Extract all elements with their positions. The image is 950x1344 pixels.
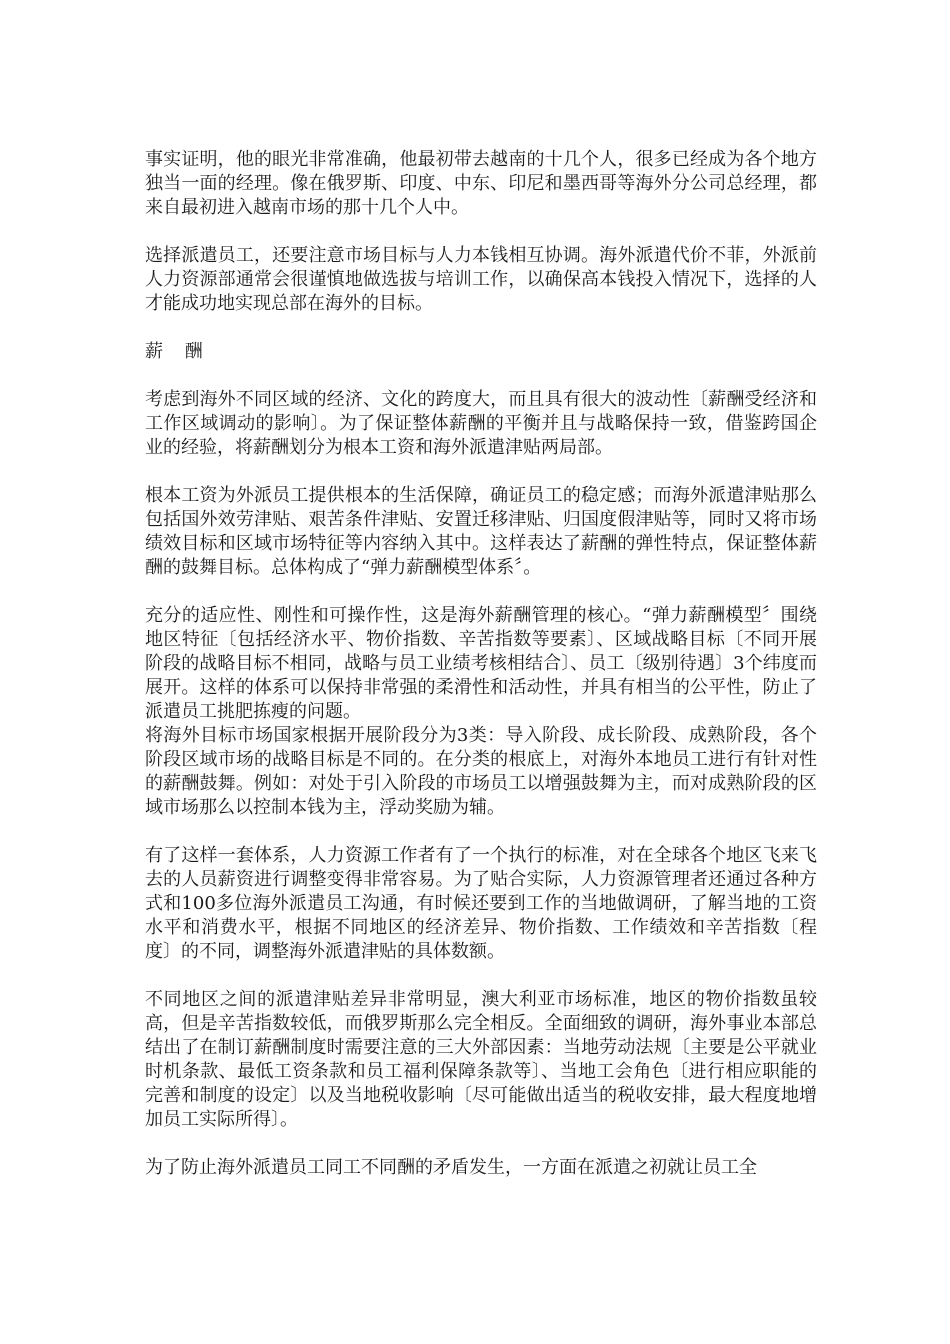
paragraph-4: 根本工资为外派员工提供根本的生活保障，确证员工的稳定感；而海外派遣津贴那么包括国外效劳津贴、艰苦条件津贴、安置迁移津贴、归国度假津贴等，同时又将市场绩效目标和区域市场特征等内容纳入其中。这样表达了薪酬的弹性特点，保证整体薪酬的鼓舞目标。总体构成了“弹力薪酬模型体系〞。 (145, 485, 817, 578)
paragraph-7: 有了这样一套体系，人力资源工作者有了一个执行的标准，对在全球各个地区飞来飞去的人员薪资进行调整变得非常容易。为了贴合实际，人力资源管理者还通过各种方式和100多位海外派遣员工沟通，有时候还要到工作的当地做调研，了解当地的工资水平和消费水平，根据不同地区的经济差异、物价指数、工作绩效和辛苦指数〔程度〕的不同，调整海外派遣津贴的具体数额。 (145, 845, 817, 962)
section-heading-salary: 薪 酬 (145, 341, 211, 362)
paragraph-9: 为了防止海外派遣员工同工不同酬的矛盾发生，一方面在派遣之初就让员工全 (145, 1157, 757, 1178)
paragraph-8: 不同地区之间的派遣津贴差异非常明显，澳大利亚市场标准，地区的物价指数虽较高，但是辛苦指数较低，而俄罗斯那么完全相反。全面细致的调研，海外事业本部总结出了在制订薪酬制度时需要注意的三大外部因素：当地劳动法规〔主要是公平就业时机条款、最低工资条款和员工福利保障条款等〕、当地工会角色〔进行相应职能的完善和制度的设定〕以及当地税收影响〔尽可能做出适当的税收安排，最大程度地增加员工实际所得〕。 (145, 989, 817, 1130)
paragraph-5: 充分的适应性、刚性和可操作性，这是海外薪酬管理的核心。“弹力薪酬模型〞围绕地区特征〔包括经济水平、物价指数、辛苦指数等要素〕、区域战略目标〔不同开展阶段的战略目标不相同，战略与员工业绩考核相结合〕、员工〔级别待遇〕3个纬度而展开。这样的体系可以保持非常强的柔滑性和活动性，并具有相当的公平性，防止了派遣员工挑肥拣瘦的问题。 (145, 605, 817, 722)
paragraph-2: 选择派遣员工，还要注意市场目标与人力本钱相互协调。海外派遣代价不菲，外派前人力资源部通常会很谨慎地做选拔与培训工作，以确保高本钱投入情况下，选择的人才能成功地实现总部在海外的目标。 (145, 245, 817, 314)
paragraph-6: 将海外目标市场国家根据开展阶段分为3类：导入阶段、成长阶段、成熟阶段，各个阶段区域市场的战略目标是不同的。在分类的根底上，对海外本地员工进行有针对性的薪酬鼓舞。例如：对处于引入阶段的市场员工以增强鼓舞为主，而对成熟阶段的区域市场那么以控制本钱为主，浮动奖励为辅。 (145, 725, 817, 818)
paragraph-3: 考虑到海外不同区域的经济、文化的跨度大，而且具有很大的波动性〔薪酬受经济和工作区域调动的影响〕。为了保证整体薪酬的平衡并且与战略保持一致，借鉴跨国企业的经验，将薪酬划分为根本工资和海外派遣津贴两局部。 (145, 389, 817, 458)
paragraph-1: 事实证明，他的眼光非常准确，他最初带去越南的十几个人，很多已经成为各个地方独当一面的经理。像在俄罗斯、印度、中东、印尼和墨西哥等海外分公司总经理，都来自最初进入越南市场的那十几个人中。 (145, 149, 817, 218)
document-page (145, 148, 817, 1204)
